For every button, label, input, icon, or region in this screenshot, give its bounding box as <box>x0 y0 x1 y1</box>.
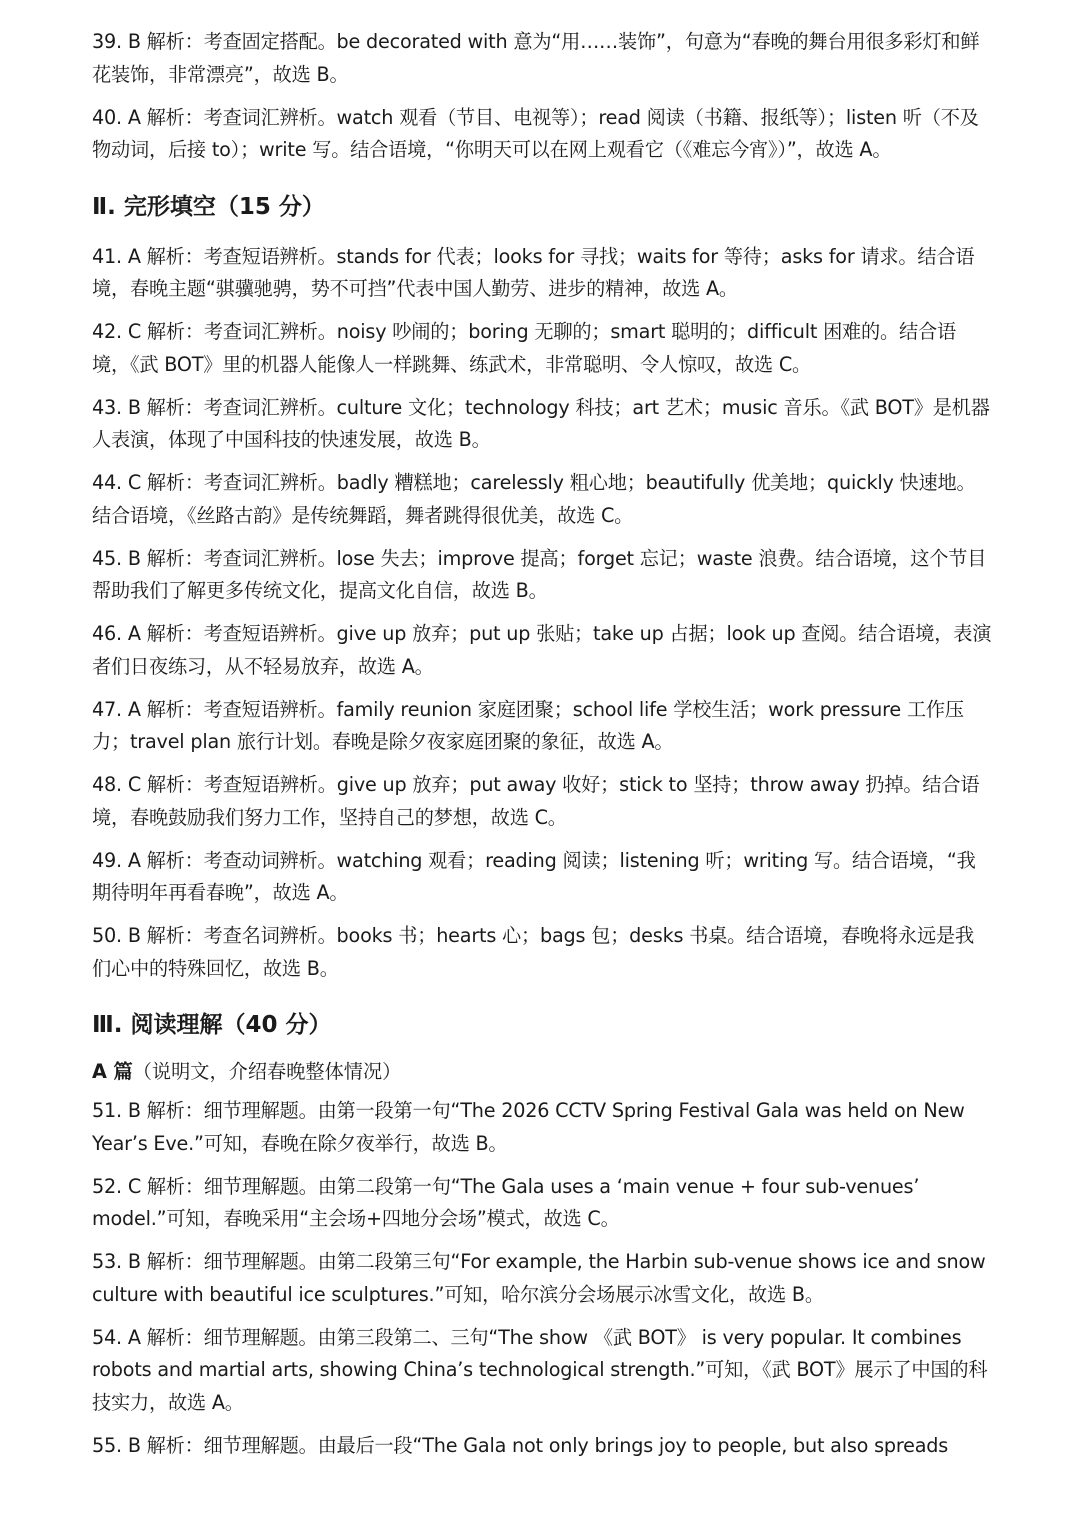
section-heading-cloze: Ⅱ. 完形填空（15 分） <box>92 193 325 220</box>
answer-key-page <box>92 26 992 1473</box>
answer-39: 39. B 解析：考查固定搭配。be decorated with 意为“用……装饰”，句意为“春晚的舞台用很多彩灯和鲜花装饰，非常漂亮”，故选 B。 <box>92 30 980 86</box>
answer-51: 51. B 解析：细节理解题。由第一段第一句“The 2026 CCTV Spring Festival Gala was held on New Year’s Eve.”可知，春晚在除夕夜举行，故选 B。 <box>92 1099 965 1155</box>
answer-53: 53. B 解析：细节理解题。由第二段第三句“For example, the Harbin sub-venue shows ice and snow culture with beautiful ice sculptures.”可知，哈尔滨分会场展示冰雪文化，故选 B。 <box>92 1250 986 1306</box>
passage-a-description: （说明文，介绍春晚整体情况） <box>132 1060 402 1083</box>
passage-a-heading <box>92 1057 992 1087</box>
answer-43: 43. B 解析：考查词汇辨析。culture 文化；technology 科技；art 艺术；music 音乐。《武 BOT》是机器人表演，体现了中国科技的快速发展，故选 B。 <box>92 395 990 451</box>
answer-50: 50. B 解析：考查名词辨析。books 书；hearts 心；bags 包；desks 书桌。结合语境，春晚将永远是我们心中的特殊回忆，故选 B。 <box>92 924 974 980</box>
answer-47: 47. A 解析：考查短语辨析。family reunion 家庭团聚；school life 学校生活；work pressure 工作压力；travel plan 旅行计划。春晚是除夕夜家庭团聚的象征，故选 A。 <box>92 697 964 753</box>
passage-a-title: A 篇 <box>92 1060 133 1083</box>
answer-54: 54. A 解析：细节理解题。由第三段第二、三句“The show 《武 BOT》 is very popular. It combines robots and martial arts, showing China’s technological strength.”可知，《武 BOT》展示了中国的科技实力，故选 A。 <box>92 1325 988 1414</box>
answer-42: 42. C 解析：考查词汇辨析。noisy 吵闹的；boring 无聊的；smart 聪明的；difficult 困难的。结合语境，《武 BOT》里的机器人能像人一样跳舞、练武术，非常聪明、令人惊叹，故选 C。 <box>92 320 956 376</box>
answer-40: 40. A 解析：考查词汇辨析。watch 观看（节目、电视等）；read 阅读（书籍、报纸等）；listen 听（不及物动词，后接 to）；write 写。结合语境，“你明天可以在网上观看它（《难忘今宵》）”，故选 A。 <box>92 105 979 161</box>
answer-55: 55. B 解析：细节理解题。由最后一段“The Gala not only brings joy to people, but also spreads <box>92 1433 949 1457</box>
answer-41: 41. A 解析：考查短语辨析。stands for 代表；looks for 寻找；waits for 等待；asks for 请求。结合语境，春晚主题“骐骥驰骋，势不可挡”代表中国人勤劳、进步的精神，故选 A。 <box>92 244 975 300</box>
answer-52: 52. C 解析：细节理解题。由第二段第一句“The Gala uses a ‘main venue + four sub-venues’ model.”可知，春晚采用“主会场+四地分会场”模式，故选 C。 <box>92 1174 920 1230</box>
answer-44: 44. C 解析：考查词汇辨析。badly 糟糕地；carelessly 粗心地；beautifully 优美地；quickly 快速地。结合语境，《丝路古韵》是传统舞蹈，舞者跳得很优美，故选 C。 <box>92 471 976 527</box>
section-heading-reading: Ⅲ. 阅读理解（40 分） <box>92 1012 332 1038</box>
answer-48: 48. C 解析：考查短语辨析。give up 放弃；put away 收好；stick to 坚持；throw away 扔掉。结合语境，春晚鼓励我们努力工作，坚持自己的梦想，故选 C。 <box>92 773 980 829</box>
answer-45: 45. B 解析：考查词汇辨析。lose 失去；improve 提高；forget 忘记；waste 浪费。结合语境，这个节目帮助我们了解更多传统文化，提高文化自信，故选 B。 <box>92 546 987 602</box>
answer-49: 49. A 解析：考查动词辨析。watching 观看；reading 阅读；listening 听；writing 写。结合语境，“我期待明年再看春晚”，故选 A。 <box>92 848 976 904</box>
answer-46: 46. A 解析：考查短语辨析。give up 放弃；put up 张贴；take up 占据；look up 查阅。结合语境，表演者们日夜练习，从不轻易放弃，故选 A。 <box>92 622 992 678</box>
